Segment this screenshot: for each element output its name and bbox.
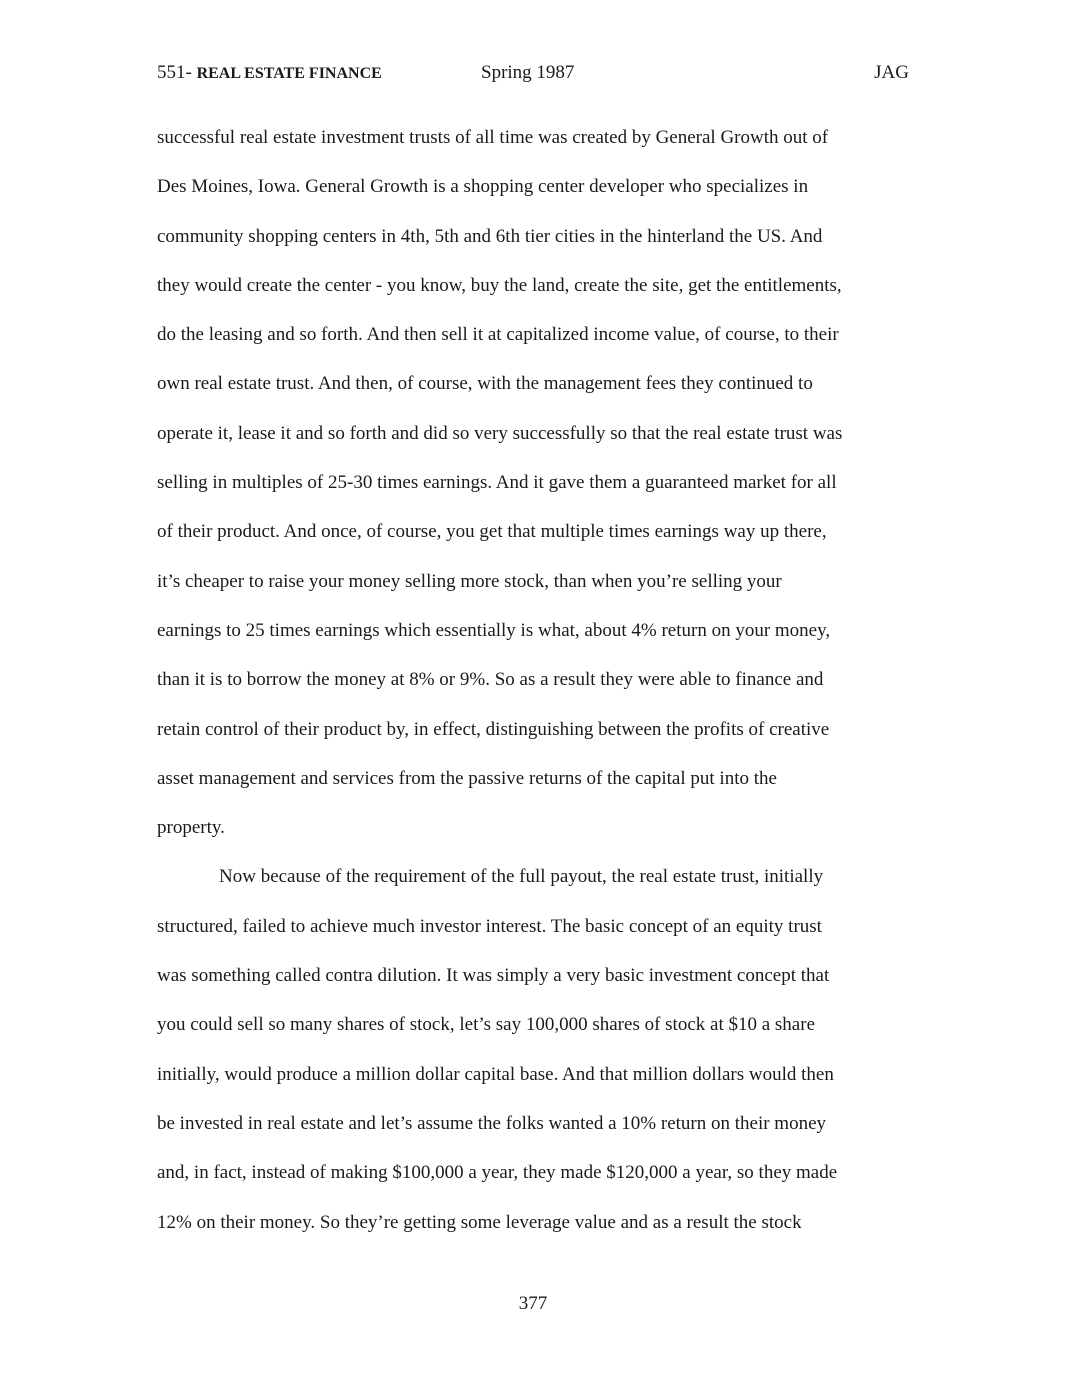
text-line: initially, would produce a million dollar capital base. And that million dollars would then — [157, 1063, 834, 1085]
text-line: property. — [157, 817, 225, 839]
text-line: selling in multiples of 25-30 times earnings. And it gave them a guaranteed market for all — [157, 472, 837, 494]
running-header — [157, 62, 909, 92]
text-line: it’s cheaper to raise your money selling more stock, than when you’re selling your — [157, 570, 782, 592]
text-line: of their product. And once, of course, you get that multiple times earnings way up there, — [157, 521, 827, 543]
text-line: was something called contra dilution. It was simply a very basic investment concept that — [157, 965, 830, 987]
paragraph-first-line: Now because of the requirement of the full payout, the real estate trust, initially — [219, 866, 824, 888]
text-line: be invested in real estate and let’s assume the folks wanted a 10% return on their money — [157, 1112, 827, 1134]
body-text — [157, 113, 911, 1247]
text-line: they would create the center - you know, buy the land, create the site, get the entitlements, — [157, 274, 842, 296]
text-line: operate it, lease it and so forth and did so very successfully so that the real estate trust was — [157, 422, 843, 444]
text-line: retain control of their product by, in effect, distinguishing between the profits of creative — [157, 718, 830, 740]
text-line: than it is to borrow the money at 8% or 9%. So as a result they were able to finance and — [157, 669, 824, 691]
semester: Spring 1987 — [481, 62, 575, 83]
text-line: community shopping centers in 4th, 5th and 6th tier cities in the hinterland the US. And — [157, 225, 823, 247]
text-line: 12% on their money. So they’re getting some leverage value and as a result the stock — [157, 1211, 802, 1233]
text-line: own real estate trust. And then, of course, with the management fees they continued to — [157, 373, 813, 395]
course-code — [157, 62, 382, 84]
text-line: and, in fact, instead of making $100,000 a year, they made $120,000 a year, so they made — [157, 1162, 838, 1184]
course-number: 551- — [157, 62, 192, 83]
text-line: do the leasing and so forth. And then sell it at capitalized income value, of course, to their — [157, 324, 839, 346]
text-line: structured, failed to achieve much investor interest. The basic concept of an equity trust — [157, 915, 822, 937]
text-line: asset management and services from the passive returns of the capital put into the — [157, 767, 777, 789]
author-initials: JAG — [874, 62, 909, 83]
course-title: REAL ESTATE FINANCE — [196, 65, 382, 82]
text-line: successful real estate investment trusts of all time was created by General Growth out of — [157, 127, 829, 148]
page-number: 377 — [518, 1293, 548, 1314]
text-line: you could sell so many shares of stock, let’s say 100,000 shares of stock at $10 a share — [157, 1014, 816, 1036]
text-line: earnings to 25 times earnings which essentially is what, about 4% return on your money, — [157, 619, 831, 641]
text-line: Des Moines, Iowa. General Growth is a shopping center developer who specializes in — [157, 176, 809, 198]
